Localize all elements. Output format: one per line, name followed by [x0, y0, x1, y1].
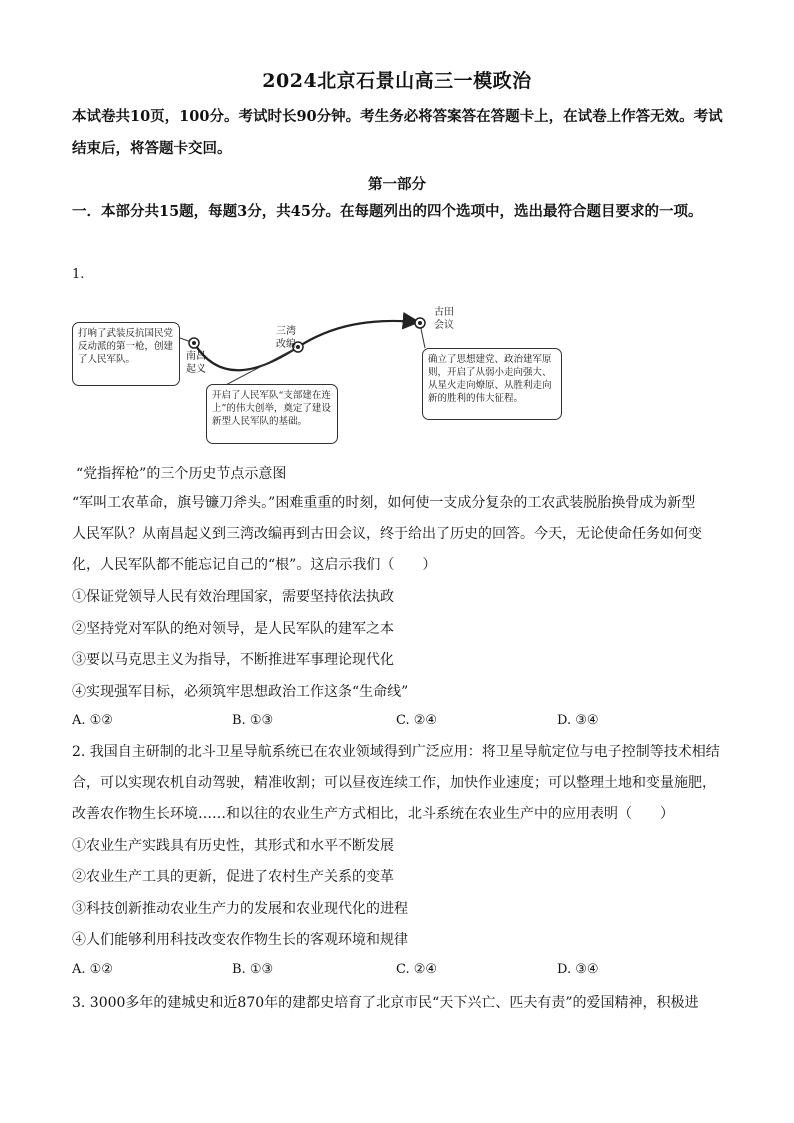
q1-statement-4: ④实现强军目标，必须筑牢思想政治工作这条“生命线”	[72, 684, 409, 700]
q2-statement-1: ①农业生产实践具有历史性，其形式和水平不断发展	[72, 838, 394, 854]
section-instructions: 一．本部分共15题，每题3分，共45分。在每题列出的四个选项中，选出最符合题目要求的一项。	[72, 203, 703, 220]
q1-statement-3: ③要以马克思主义为指导，不断推进军事理论现代化	[72, 652, 394, 668]
node-marker-gutian	[415, 318, 425, 328]
q2-option-a[interactable]: A. ①②	[72, 962, 113, 977]
q2-option-c[interactable]: C. ②④	[396, 962, 438, 977]
q2-statement-2: ②农业生产工具的更新，促进了农村生产关系的变革	[72, 869, 394, 885]
node-label-sanwan: 三湾改编	[276, 326, 296, 350]
q2-options	[72, 962, 732, 980]
node-label-nanchang: 南昌起义	[186, 351, 206, 375]
diagram-caption: “党指挥枪”的三个历史节点示意图	[76, 466, 287, 482]
node-box-gutian: 确立了思想建党、政治建军原则，开启了从弱小走向强大、从星火走向燎原、从胜利走向新的胜利的伟大征程。	[422, 348, 562, 420]
q1-stem-line: “军叫工农革命，旗号镰刀斧头。”困难重重的时刻，如何使一支成分复杂的工农武装脱胎换骨成为新型	[72, 495, 696, 511]
part-heading: 第一部分	[368, 176, 426, 193]
q1-option-c[interactable]: C. ②④	[396, 713, 438, 728]
q2-stem-line: 改善农作物生长环境……和以往的农业生产方式相比，北斗系统在农业生产中的应用表明（ ）	[72, 806, 674, 822]
q1-stem-line: 化，人民军队都不能忘记自己的“根”。这启示我们（ ）	[72, 557, 437, 573]
q1-stem-line: 人民军队？从南昌起义到三湾改编再到古田会议，终于给出了历史的回答。今天，无论使命任务如何变	[72, 526, 702, 542]
q1-option-d[interactable]: D. ③④	[557, 713, 599, 728]
question-1-number: 1.	[72, 267, 85, 282]
node-box-sanwan: 开启了人民军队“支部建在连上”的伟大创举，奠定了建设新型人民军队的基础。	[206, 384, 338, 444]
exam-instructions: 本试卷共10页，100分。考试时长90分钟。考生务必将答案答在答题卡上，在试卷上作答无效。考试结束后，将答题卡交回。	[72, 108, 723, 157]
q1-options	[72, 713, 732, 731]
q1-statement-2: ②坚持党对军队的绝对领导，是人民军队的建军之本	[72, 621, 394, 637]
exam-title: 2024北京石景山高三一模政治	[262, 70, 532, 92]
history-nodes-diagram	[70, 300, 570, 448]
q2-stem-line: 合，可以实现农机自动驾驶，精准收割；可以昼夜连续工作，加快作业速度；可以整理土地和变量施肥，	[72, 775, 716, 791]
q3-stem-line: 3. 3000多年的建城史和近870年的建都史培育了北京市民“天下兴亡、匹夫有责”的爱国精神，积极进	[72, 995, 699, 1011]
q1-option-a[interactable]: A. ①②	[72, 713, 113, 728]
q1-statement-1: ①保证党领导人民有效治理国家，需要坚持依法执政	[72, 589, 394, 605]
node-box-nanchang: 打响了武装反抗国民党反动派的第一枪，创建了人民军队。	[72, 322, 180, 386]
q2-option-d[interactable]: D. ③④	[557, 962, 599, 977]
q2-statement-3: ③科技创新推动农业生产力的发展和农业现代化的进程	[72, 901, 408, 917]
node-label-gutian: 古田会议	[434, 307, 454, 331]
q1-option-b[interactable]: B. ①③	[232, 713, 274, 728]
q2-statement-4: ④人们能够利用科技改变农作物生长的客观环境和规律	[72, 932, 408, 948]
q2-stem-line: 2. 我国自主研制的北斗卫星导航系统已在农业领域得到广泛应用：将卫星导航定位与电子控制等技术相结	[72, 744, 720, 760]
q2-option-b[interactable]: B. ①③	[232, 962, 274, 977]
node-marker-nanchang	[189, 338, 199, 348]
